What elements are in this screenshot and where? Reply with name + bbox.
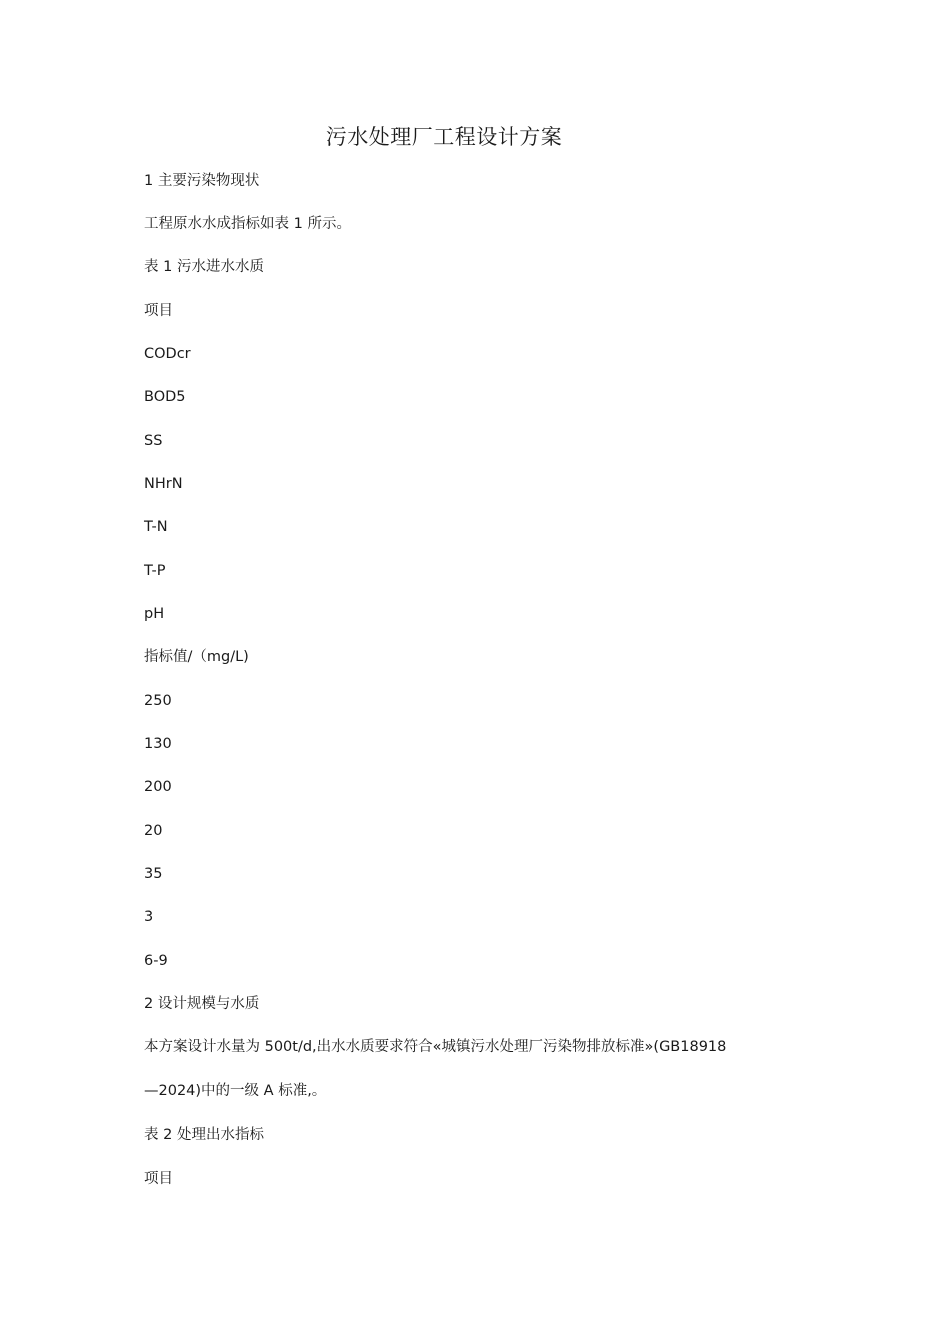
table-item: SS: [144, 433, 163, 449]
table-value: 250: [144, 693, 172, 709]
document-title: 污水处理厂工程设计方案: [325, 125, 563, 149]
table-header: 指标值/（mg/L): [144, 649, 249, 665]
table-caption: 表 1 污水进水水质: [144, 259, 264, 275]
table-value: 3: [144, 909, 154, 925]
table-item: BOD5: [144, 389, 186, 405]
table-item: T-N: [144, 519, 168, 535]
table-item: NHrN: [144, 476, 183, 492]
table-item: CODcr: [144, 346, 191, 362]
table-item: T-P: [144, 563, 166, 579]
table-header: 项目: [144, 1171, 173, 1187]
table-header: 项目: [144, 303, 173, 319]
table-value: 130: [144, 736, 172, 752]
table-value: 6-9: [144, 953, 168, 969]
paragraph: 工程原水水成指标如表 1 所示。: [144, 216, 351, 232]
section-heading: 2 设计规模与水质: [144, 996, 260, 1012]
table-item: pH: [144, 606, 165, 622]
table-caption: 表 2 处理出水指标: [144, 1127, 264, 1143]
paragraph: 本方案设计水量为 500t/d,出水水质要求符合«城镇污水处理厂污染物排放标准»(GB18918: [144, 1039, 727, 1055]
table-value: 35: [144, 866, 163, 882]
table-value: 20: [144, 823, 163, 839]
section-heading: 1 主要污染物现状: [144, 173, 260, 189]
paragraph: —2024)中的一级 A 标准,。: [144, 1083, 327, 1099]
table-value: 200: [144, 779, 172, 795]
